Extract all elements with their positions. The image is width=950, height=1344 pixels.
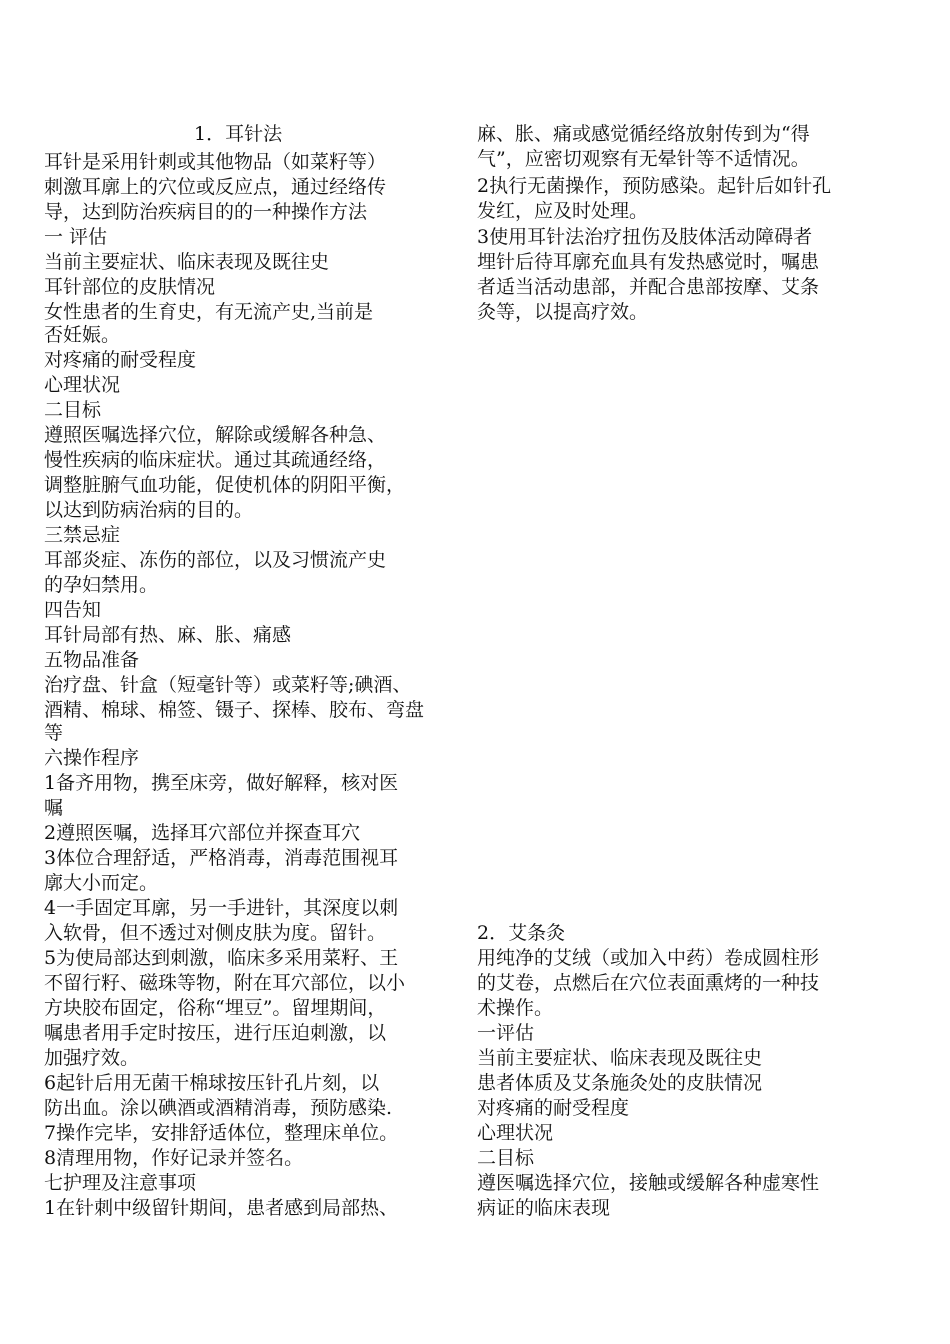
text-line: 治疗盘、针盒（短毫针等）或菜籽等;碘酒、 [44, 674, 412, 696]
text-line: 对疼痛的耐受程度 [44, 349, 197, 371]
text-line: 灸等，以提高疗效。 [477, 301, 649, 323]
text-line: 3使用耳针法治疗扭伤及肢体活动障碍者 [477, 226, 813, 248]
text-line: 一 评估 [44, 226, 108, 248]
section-title: 1．耳针法 [194, 123, 283, 145]
text-line: 的孕妇禁用。 [44, 574, 159, 596]
text-line: 的艾卷，点燃后在穴位表面熏烤的一种技 [477, 972, 820, 994]
text-line: 对疼痛的耐受程度 [477, 1097, 630, 1119]
text-line: 嘱 [44, 797, 64, 819]
text-line: 女性患者的生育史，有无流产史,当前是 [44, 301, 374, 323]
text-line: 埋针后待耳廓充血具有发热感觉时，嘱患 [477, 251, 820, 273]
text-line: 5为使局部达到刺激，临床多采用菜籽、王 [44, 947, 399, 969]
text-line: 心理状况 [477, 1122, 554, 1144]
text-line: 入软骨，但不透过对侧皮肤为度。留针。 [44, 922, 387, 944]
text-line: 一评估 [477, 1022, 535, 1044]
text-line: 心理状况 [44, 374, 121, 396]
text-line: 刺激耳廓上的穴位或反应点，通过经络传 [44, 176, 387, 198]
text-line: 6起针后用无菌干棉球按压针孔片刻，以 [44, 1072, 380, 1094]
text-line: 慢性疾病的临床症状。通过其疏通经络， [44, 449, 387, 471]
text-line: 四告知 [44, 599, 102, 621]
text-line: 患者体质及艾条施灸处的皮肤情况 [477, 1072, 763, 1094]
text-line: 耳针是采用针刺或其他物品（如菜籽等） [44, 151, 387, 173]
text-line: 耳部炎症、冻伤的部位，以及习惯流产史 [44, 549, 387, 571]
text-line: 二目标 [477, 1147, 535, 1169]
text-line: 二目标 [44, 399, 102, 421]
text-line: 否妊娠。 [44, 324, 121, 346]
text-line: 1在针刺中级留针期间，患者感到局部热、 [44, 1197, 399, 1219]
text-line: 4一手固定耳廓，另一手进针，其深度以刺 [44, 897, 399, 919]
text-line: 耳针部位的皮肤情况 [44, 276, 216, 298]
text-line: 酒精、棉球、棉签、镊子、探棒、胶布、弯盘 [44, 699, 425, 721]
text-line: 当前主要症状、临床表现及既往史 [44, 251, 330, 273]
text-line: 8清理用物，作好记录并签名。 [44, 1147, 304, 1169]
section-title: 2．艾条灸 [477, 922, 566, 944]
text-line: 3体位合理舒适，严格消毒，消毒范围视耳 [44, 847, 399, 869]
text-line: 以达到防病治病的目的。 [44, 499, 254, 521]
text-line: 防出血。涂以碘酒或酒精消毒，预防感染. [44, 1097, 393, 1119]
text-line: 术操作。 [477, 997, 554, 1019]
text-line: 发红，应及时处理。 [477, 200, 649, 222]
text-line: 六操作程序 [44, 747, 140, 769]
text-line: 加强疗效。 [44, 1047, 140, 1069]
text-line: 廓大小而定。 [44, 872, 159, 894]
text-line: 遵照医嘱选择穴位，解除或缓解各种急、 [44, 424, 387, 446]
text-line: 三禁忌症 [44, 524, 121, 546]
text-line: 等 [44, 722, 64, 744]
text-line: 气”，应密切观察有无晕针等不适情况。 [477, 148, 810, 170]
text-line: 嘱患者用手定时按压，进行压迫刺激，以 [44, 1022, 387, 1044]
text-line: 当前主要症状、临床表现及既往史 [477, 1047, 763, 1069]
text-line: 遵医嘱选择穴位，接触或缓解各种虚寒性 [477, 1172, 820, 1194]
text-line: 用纯净的艾绒（或加入中药）卷成圆柱形 [477, 947, 820, 969]
text-line: 五物品准备 [44, 649, 140, 671]
text-line: 耳针局部有热、麻、胀、痛感 [44, 624, 292, 646]
text-line: 1备齐用物，携至床旁，做好解释，核对医 [44, 772, 399, 794]
text-line: 七护理及注意事项 [44, 1172, 197, 1194]
text-line: 2执行无菌操作，预防感染。起针后如针孔 [477, 175, 832, 197]
text-line: 者适当活动患部，并配合患部按摩、艾条 [477, 276, 820, 298]
text-line: 不留行籽、磁珠等物，附在耳穴部位，以小 [44, 972, 406, 994]
text-line: 方块胶布固定，俗称“埋豆”。留埋期间， [44, 997, 387, 1019]
text-line: 导，达到防治疾病目的的一种操作方法 [44, 201, 368, 223]
text-line: 7操作完毕，安排舒适体位，整理床单位。 [44, 1122, 399, 1144]
text-line: 病证的临床表现 [477, 1197, 611, 1219]
text-line: 2遵照医嘱，选择耳穴部位并探查耳穴 [44, 822, 361, 844]
text-line: 麻、胀、痛或感觉循经络放射传到为“得 [477, 123, 810, 145]
text-line: 调整脏腑气血功能，促使机体的阴阳平衡， [44, 474, 406, 496]
